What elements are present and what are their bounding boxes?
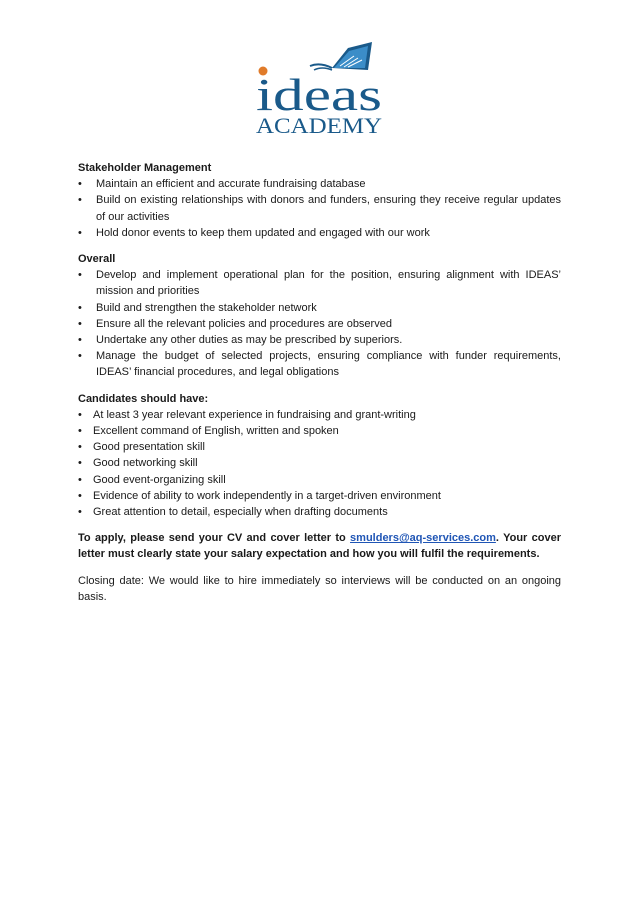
bullet: •	[78, 178, 82, 191]
stakeholder-heading: Stakeholder Management	[78, 162, 212, 174]
bullet: •	[78, 226, 82, 239]
list-item: • Manage the budget of selected projects, ensuring compliance with funder requirements, IDEAS’ financial procedures, and legal obligations	[78, 350, 561, 379]
candidates-list	[78, 407, 561, 520]
job-description	[78, 160, 561, 605]
bullet: •	[78, 194, 82, 207]
bullet: •	[78, 350, 82, 363]
list-item: • Great attention to detail, especially when drafting documents	[78, 504, 561, 520]
bullet: •	[78, 425, 82, 438]
bullet: •	[78, 269, 82, 282]
ideas-academy-logo-graphic	[254, 40, 384, 136]
bullet: •	[78, 489, 82, 502]
ideas-academy-logo	[254, 40, 384, 136]
bullet: •	[78, 334, 82, 347]
open-book-icon	[310, 42, 372, 70]
overall-list	[78, 267, 561, 380]
list-item: • Excellent command of English, written and spoken	[78, 423, 561, 439]
logo-word: ideas	[256, 69, 382, 120]
logo-subword: ACADEMY	[256, 113, 383, 136]
list-item: • Good presentation skill	[78, 439, 561, 455]
list-item: • Good event-organizing skill	[78, 472, 561, 488]
bullet: •	[78, 473, 82, 486]
apply-instructions: To apply, please send your CV and cover letter to smulders@aq-services.com. Your cover letter must clearly state your salary expectation and how you will fulfil the requirements.	[78, 532, 561, 561]
list-item: • Develop and implement operational plan for the position, ensuring alignment with IDEAS’ mission and priorities	[78, 269, 561, 298]
list-item: • Evidence of ability to work independently in a target-driven environment	[78, 488, 561, 504]
overall-heading: Overall	[78, 253, 116, 266]
email-link[interactable]: smulders@aq-services.com	[350, 532, 496, 545]
list-item: • Undertake any other duties as may be prescribed by superiors.	[78, 332, 561, 348]
bullet: •	[78, 441, 82, 454]
list-item: • Hold donor events to keep them updated and engaged with our work	[78, 225, 561, 241]
stakeholder-list	[78, 176, 561, 241]
candidates-section	[78, 391, 561, 521]
overall-section	[78, 251, 561, 381]
list-item: • At least 3 year relevant experience in fundraising and grant-writing	[78, 407, 561, 423]
bullet: •	[78, 317, 82, 330]
list-item: • Build on existing relationships with donors and funders, ensuring they receive regular updates of our activities	[78, 194, 561, 223]
list-item: • Maintain an efficient and accurate fundraising database	[78, 176, 561, 192]
closing-date: Closing date: We would like to hire immediately so interviews will be conducted on an ongoing basis.	[78, 574, 561, 603]
list-item: • Good networking skill	[78, 455, 561, 471]
candidates-heading: Candidates should have:	[78, 392, 209, 405]
list-item: • Build and strengthen the stakeholder network	[78, 300, 561, 316]
bullet: •	[78, 506, 82, 519]
bullet: •	[78, 457, 82, 470]
bullet: •	[78, 408, 82, 421]
stakeholder-section	[78, 160, 561, 241]
bullet: •	[78, 301, 82, 314]
list-item: • Ensure all the relevant policies and procedures are observed	[78, 316, 561, 332]
